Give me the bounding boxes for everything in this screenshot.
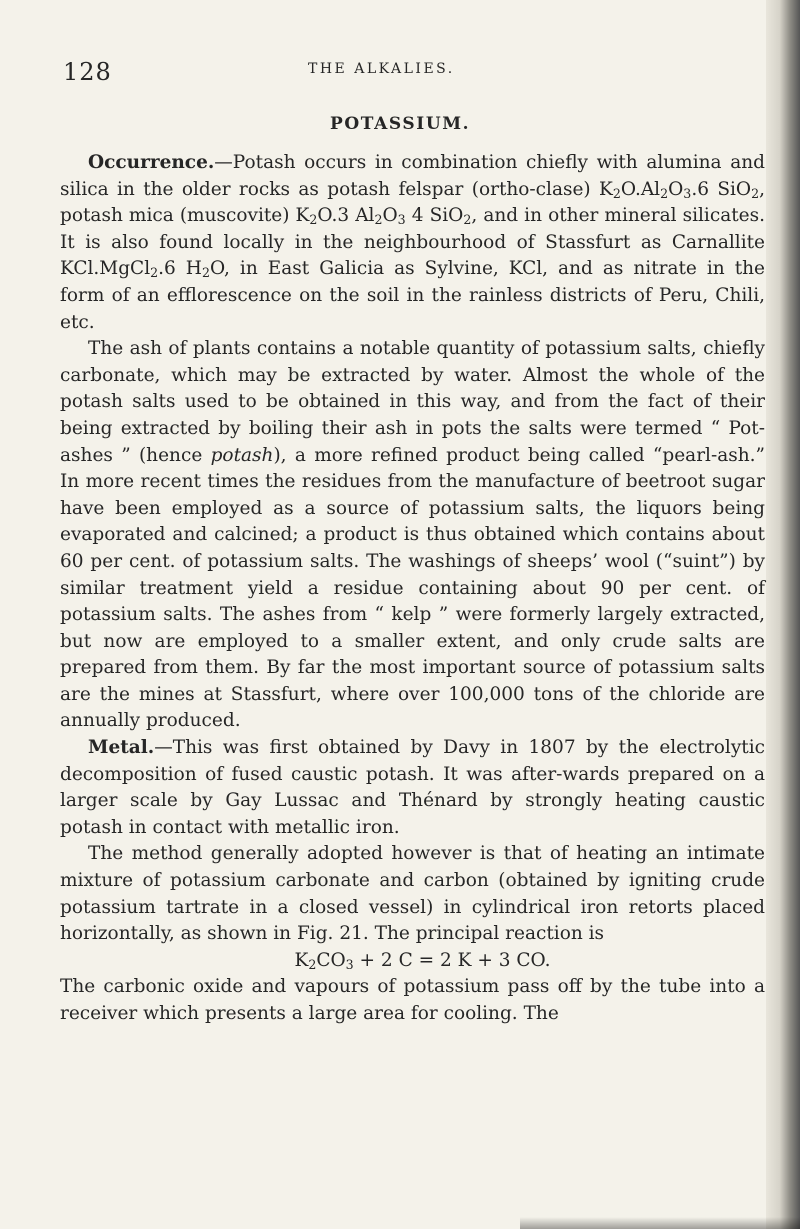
plant-ash-paragraph: The ash of plants contains a notable quantity of potassium salts, chiefly carbonate, which may be extracted by water. Almost the whole of the potash salts used to be obtained in this way, and from the fact of their being extracted by boiling their ash in pots the salts were termed “ Pot-ashes ” (hence potash), a more refined product being called “pearl-ash.” In more recent times the residues from the manufacture of beetroot sugar have been employed as a source of potassium salts, the liquors being evaporated and calcined; a product is thus obtained which contains about 60 per cent. of potassium salts. The washings of sheeps’ wool (“suint”) by similar treatment yield a residue containing about 90 per cent. of potassium salts. The ashes from “ kelp ” were formerly largely extracted, but now are employed to a smaller extent, and only crude salts are prepared from them. By far the most important source of potassium salts are the mines at Stassfurt, where over 100,000 tons of the chloride are annually produced. [60, 338, 765, 732]
section-title: POTASSIUM. [330, 114, 471, 134]
running-head: THE ALKALIES. [308, 61, 455, 77]
method-paragraph: The method generally adopted however is that of heating an intimate mixture of potassium carbonate and carbon (obtained by igniting crude potassium tartrate in a closed vessel) in cylindrical iron retorts placed horizontally, as shown in Fig. 21. The principal reaction is $K_2CO_3 + 2$ C = 2 K + 3 CO. [60, 841, 765, 974]
bottom-edge-shadow [520, 1217, 800, 1229]
reaction-equation: $K_2CO_3 + 2$ C = 2 K + 3 CO. [294, 949, 551, 972]
occurrence-heading: Occurrence. [88, 152, 215, 173]
body-text [60, 150, 765, 1028]
page-number: 128 [63, 58, 112, 86]
metal-heading: Metal. [88, 737, 155, 759]
metal-paragraph: Metal.—This was first obtained by Davy in 1807 by the electrolytic decomposition of fused caustic potash. It was after-wards prepared on a larger scale by Gay Lussac and Thénard by strongly heating caustic potash in contact with metallic iron. [60, 737, 765, 838]
page-edge-shadow [766, 0, 800, 1229]
occurrence-paragraph: Occurrence.—Potash occurs in combination chiefly with alumina and silica in the older rocks as potash felspar (ortho-clase) $K_2O.Al_2O_3.6$ SiO$_2$, potash mica (muscovite) $K_2O.3$ $Al_2O_3$ 4 SiO$_2$, and in other mineral silicates. It is also found locally in the neighbourhood of Stassfurt as Carnallite KCl.MgCl$_2$.6 $H_2O$, in East Galicia as Sylvine, KCl, and as nitrate in the form of an efflorescence on the soil in the rainless districts of Peru, Chili, etc. [60, 152, 765, 333]
receiver-paragraph: The carbonic oxide and vapours of potassium pass off by the tube into a receiver which presents a large area for cooling. The [60, 976, 765, 1024]
